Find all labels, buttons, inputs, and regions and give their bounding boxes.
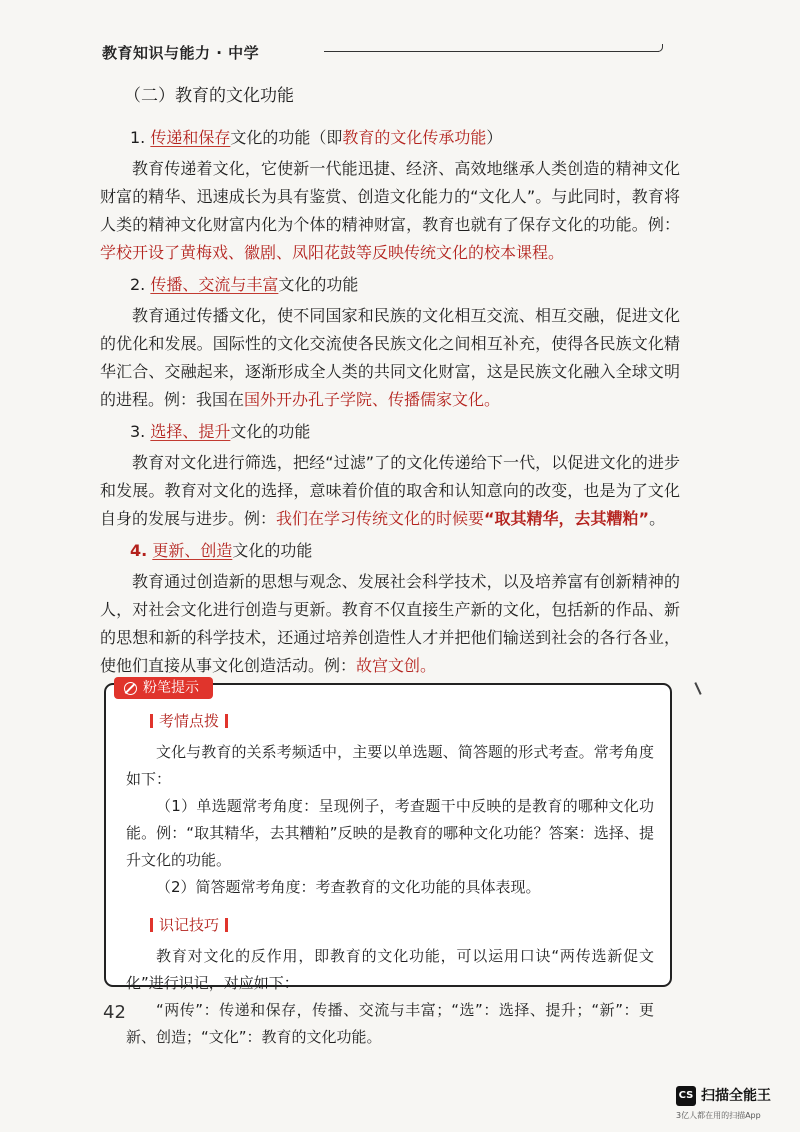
- item-1-title-highlight: 传递和保存: [150, 128, 231, 147]
- item-1-text: 教育传递着文化，它使新一代能迅捷、经济、高效地继承人类创造的精神文化财富的精华、迅速成长为具有鉴赏、创造文化能力的“文化人”。与此同时，教育将人类的精神文化财富内化为个体的精神财富，教育也就有了保存文化的功能。例：: [100, 159, 680, 234]
- watermark-app-name: 扫描全能王: [701, 1088, 771, 1104]
- tip-text-4: 教育对文化的反作用，即教育的文化功能，可以运用口诀“两传选新促文化”进行识记，对应如下：: [126, 947, 654, 992]
- item-2: [100, 273, 680, 414]
- running-header: [92, 40, 667, 64]
- item-2-title: [130, 273, 680, 297]
- item-1-title-close: ）: [486, 128, 503, 147]
- bar-left: [150, 918, 153, 932]
- header-title: 教育知识与能力 · 中学: [102, 44, 260, 62]
- item-4: [100, 539, 680, 680]
- header-rule: [324, 51, 659, 52]
- tip-tab: [114, 677, 213, 699]
- page-number: 42: [103, 1002, 126, 1023]
- item-3-end: 。: [649, 509, 666, 528]
- tip-tab-label: 粉笔提示: [143, 680, 199, 696]
- watermark-tagline: 3亿人都在用的扫描App: [676, 1111, 761, 1120]
- item-3-example: 我们在学习传统文化的时候要: [276, 509, 485, 528]
- tip-text-1: 文化与教育的关系考频适中，主要以单选题、简答题的形式考查。常考角度如下：: [126, 743, 654, 788]
- item-3-title-highlight: 选择、提升: [150, 422, 231, 441]
- item-1-title: [130, 126, 680, 150]
- tip-spacer: [126, 901, 654, 913]
- tip-content: [126, 709, 654, 1051]
- item-4-title-part: 文化的功能: [232, 541, 313, 560]
- scanner-watermark: [676, 1086, 791, 1126]
- item-1-number: 1.: [130, 128, 146, 147]
- item-4-text: 教育通过创造新的思想与观念、发展社会科学技术，以及培养富有创新精神的人，对社会文化进行创造与更新。教育不仅直接生产新的文化，包括新的作品、新的思想和新的科学技术，还通过培养创造性人才并把他们输送到社会的各行各业，使他们直接从事文化创造活动。例：: [100, 572, 680, 675]
- item-4-example: 故宫文创。: [356, 656, 437, 675]
- no-entry-icon: [124, 682, 137, 695]
- bar-right: [225, 918, 228, 932]
- section-title: （二）教育的文化功能: [124, 86, 294, 106]
- item-1-title-part: 文化: [230, 128, 263, 147]
- cs-logo-icon: CS: [676, 1086, 696, 1106]
- item-4-paragraph: [100, 568, 680, 680]
- item-3-title-part: 文化的功能: [230, 422, 311, 441]
- tip-heading-exam: [144, 709, 654, 733]
- bar-right: [225, 714, 228, 728]
- tip-text-3: （2）简答题常考角度：考查教育的文化功能的具体表现。: [156, 878, 541, 896]
- item-2-paragraph: [100, 302, 680, 414]
- item-1-title-part2: 的功能（即: [262, 128, 343, 147]
- tip-heading-exam-label: 考情点拨: [159, 712, 220, 730]
- item-1-example: 学校开设了黄梅戏、徽剧、凤阳花鼓等反映传统文化的校本课程。: [100, 243, 565, 262]
- item-3-number: 3.: [130, 422, 146, 441]
- bar-left: [150, 714, 153, 728]
- item-2-number: 2.: [130, 275, 146, 294]
- stray-pen-mark: [694, 682, 701, 695]
- header-rule-hook: [656, 44, 663, 52]
- item-3: [100, 420, 680, 533]
- tip-text-5: “两传”：传递和保存，传播、交流与丰富；“选”：选择、提升；“新”：更新、创造；“文化”：教育的文化功能。: [126, 1001, 654, 1046]
- item-2-title-part: 文化的功能: [278, 275, 359, 294]
- item-2-example: 国外开办孔子学院、传播儒家文化。: [244, 390, 501, 409]
- tip-heading-memory: [144, 913, 654, 937]
- item-1-paragraph: [100, 155, 680, 267]
- item-4-title: [130, 539, 680, 563]
- item-3-title: [130, 420, 680, 444]
- item-1-title-highlight2: 教育的文化传承功能: [342, 128, 487, 147]
- item-1: [100, 126, 680, 267]
- item-4-number: 4.: [130, 541, 148, 560]
- item-3-quote: “取其精华，去其糟粕”: [484, 509, 650, 528]
- item-2-text: 教育通过传播文化，使不同国家和民族的文化相互交流、相互交融，促进文化的优化和发展。国际性的文化交流使各民族文化之间相互补充，使得各民族文化精华汇合、交融起来，逐渐形成全人类的共同文化财富，这是民族文化融入全球文明的进程。例：我国在: [100, 306, 680, 409]
- tip-heading-memory-label: 识记技巧: [159, 916, 220, 934]
- item-2-title-highlight: 传播、交流与丰富: [150, 275, 279, 294]
- item-3-text: 教育对文化进行筛选，把经“过滤”了的文化传递给下一代，以促进文化的进步和发展。教育对文化的选择，意味着价值的取舍和认知意向的改变，也是为了文化自身的发展与进步。例：: [100, 453, 680, 528]
- main-content: [100, 84, 680, 686]
- item-4-title-highlight: 更新、创造: [152, 541, 233, 560]
- tip-text-2: （1）单选题常考角度：呈现例子，考查题干中反映的是教育的哪种文化功能。例：“取其精华，去其糟粕”反映的是教育的哪种文化功能？答案：选择、提升文化的功能。: [126, 797, 654, 869]
- item-3-paragraph: [100, 449, 680, 533]
